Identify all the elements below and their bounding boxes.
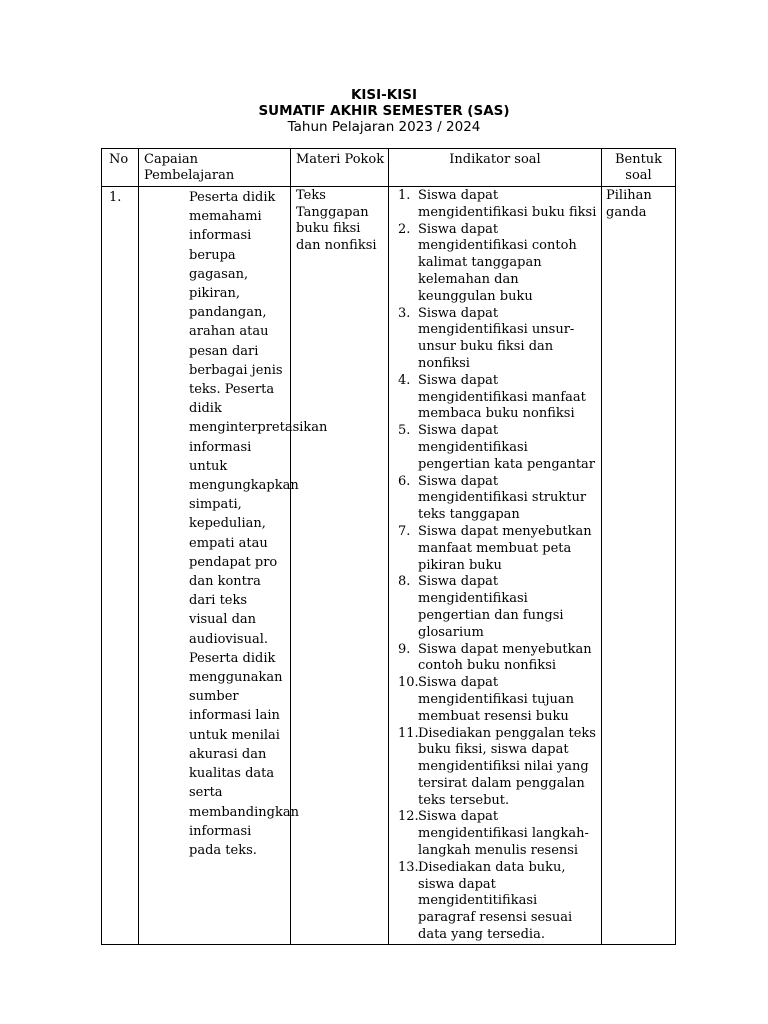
list-item-text: Disediakan data buku, siswa dapat mengidentitifikasi paragraf resensi sesuai data yang tersedia.	[418, 859, 573, 943]
list-item-number: 6.	[398, 473, 411, 489]
title-kisi-kisi: KISI-KISI	[350, 87, 418, 103]
column-header-capaian: Capaian Pembelajaran	[139, 149, 291, 187]
list-item-text: Disediakan penggalan teks buku fiksi, siswa dapat mengidentifiksi nilai yang tersirat dalam penggalan teks tersebut.	[418, 725, 596, 808]
column-header-materi: Materi Pokok	[291, 149, 389, 187]
list-item	[398, 188, 597, 222]
list-item	[398, 373, 597, 423]
list-item-number: 1.	[398, 188, 411, 203]
list-item	[398, 726, 597, 810]
list-item	[398, 809, 597, 859]
list-item-text: Siswa dapat menyebutkan contoh buku nonfiksi	[418, 641, 592, 674]
list-item-number: 9.	[398, 641, 411, 657]
list-item-text: Siswa dapat menyebutkan manfaat membuat peta pikiran buku	[418, 523, 592, 573]
list-item-text: Siswa dapat mengidentifikasi tujuan membuat resensi buku	[418, 675, 575, 724]
cell-indikator	[389, 187, 602, 945]
list-item	[398, 423, 597, 473]
list-item-number: 7.	[398, 523, 411, 539]
table-row	[102, 187, 676, 945]
list-item-text: Siswa dapat mengidentifikasi unsur-unsur buku fiksi dan nonfiksi	[418, 305, 575, 371]
list-item	[398, 474, 597, 524]
list-item-text: Siswa dapat mengidentifikasi pengertian dan fungsi glosarium	[418, 574, 564, 640]
cell-bentuk: Pilihan ganda	[602, 187, 676, 945]
list-item	[398, 860, 597, 944]
list-item	[398, 222, 597, 306]
cell-capaian: Peserta didik memahami informasi berupa gagasan, pikiran, pandangan, arahan atau pesan dari berbagai jenis teks. Peserta didik menginterpretasikan informasi untuk mengungkapkan simpati, kepedulian, empati atau pendapat pro dan kontra dari teks visual dan audiovisual. Peserta didik menggunakan sumber informasi lain untuk menilai akurasi dan kualitas data serta membandingkan informasi pada teks.	[139, 187, 291, 945]
list-item-number: 10.	[398, 675, 419, 691]
list-item-number: 8.	[398, 574, 411, 590]
list-item	[398, 675, 597, 725]
list-item-number: 11.	[398, 725, 419, 741]
column-header-no: No	[102, 149, 139, 187]
column-header-indikator: Indikator soal	[389, 149, 602, 187]
list-item-text: Siswa dapat mengidentifikasi contoh kalimat tanggapan kelemahan dan keunggulan buku	[418, 221, 577, 304]
table-header-row	[102, 149, 676, 187]
kisi-kisi-table	[101, 148, 676, 945]
title-sumatif: SUMATIF AKHIR SEMESTER (SAS)	[258, 103, 510, 119]
academic-year: Tahun Pelajaran 2023 / 2024	[287, 119, 481, 135]
list-item-text: Siswa dapat mengidentifikasi pengertian kata pengantar	[418, 423, 596, 472]
list-item	[398, 574, 597, 641]
list-item-text: Siswa dapat mengidentifikasi manfaat membaca buku nonfiksi	[418, 372, 586, 422]
cell-materi: Teks Tanggapan buku fiksi dan nonfiksi	[291, 187, 389, 945]
list-item	[398, 524, 597, 574]
list-item-number: 3.	[398, 305, 411, 321]
list-item-text: Siswa dapat mengidentifikasi buku fiksi	[418, 188, 597, 220]
list-item	[398, 306, 597, 373]
cell-no: 1.	[102, 187, 139, 945]
list-item-number: 5.	[398, 423, 411, 439]
document-header	[0, 87, 768, 135]
list-item-number: 4.	[398, 372, 411, 388]
indikator-list	[398, 188, 597, 944]
list-item-text: Siswa dapat mengidentifikasi struktur teks tanggapan	[418, 473, 587, 523]
list-item-number: 2.	[398, 221, 411, 237]
list-item-number: 13.	[398, 859, 419, 875]
list-item-number: 12.	[398, 809, 419, 825]
column-header-bentuk: Bentuk soal	[602, 149, 676, 187]
list-item	[398, 642, 597, 676]
list-item-text: Siswa dapat mengidentifikasi langkah-langkah menulis resensi	[418, 809, 589, 859]
